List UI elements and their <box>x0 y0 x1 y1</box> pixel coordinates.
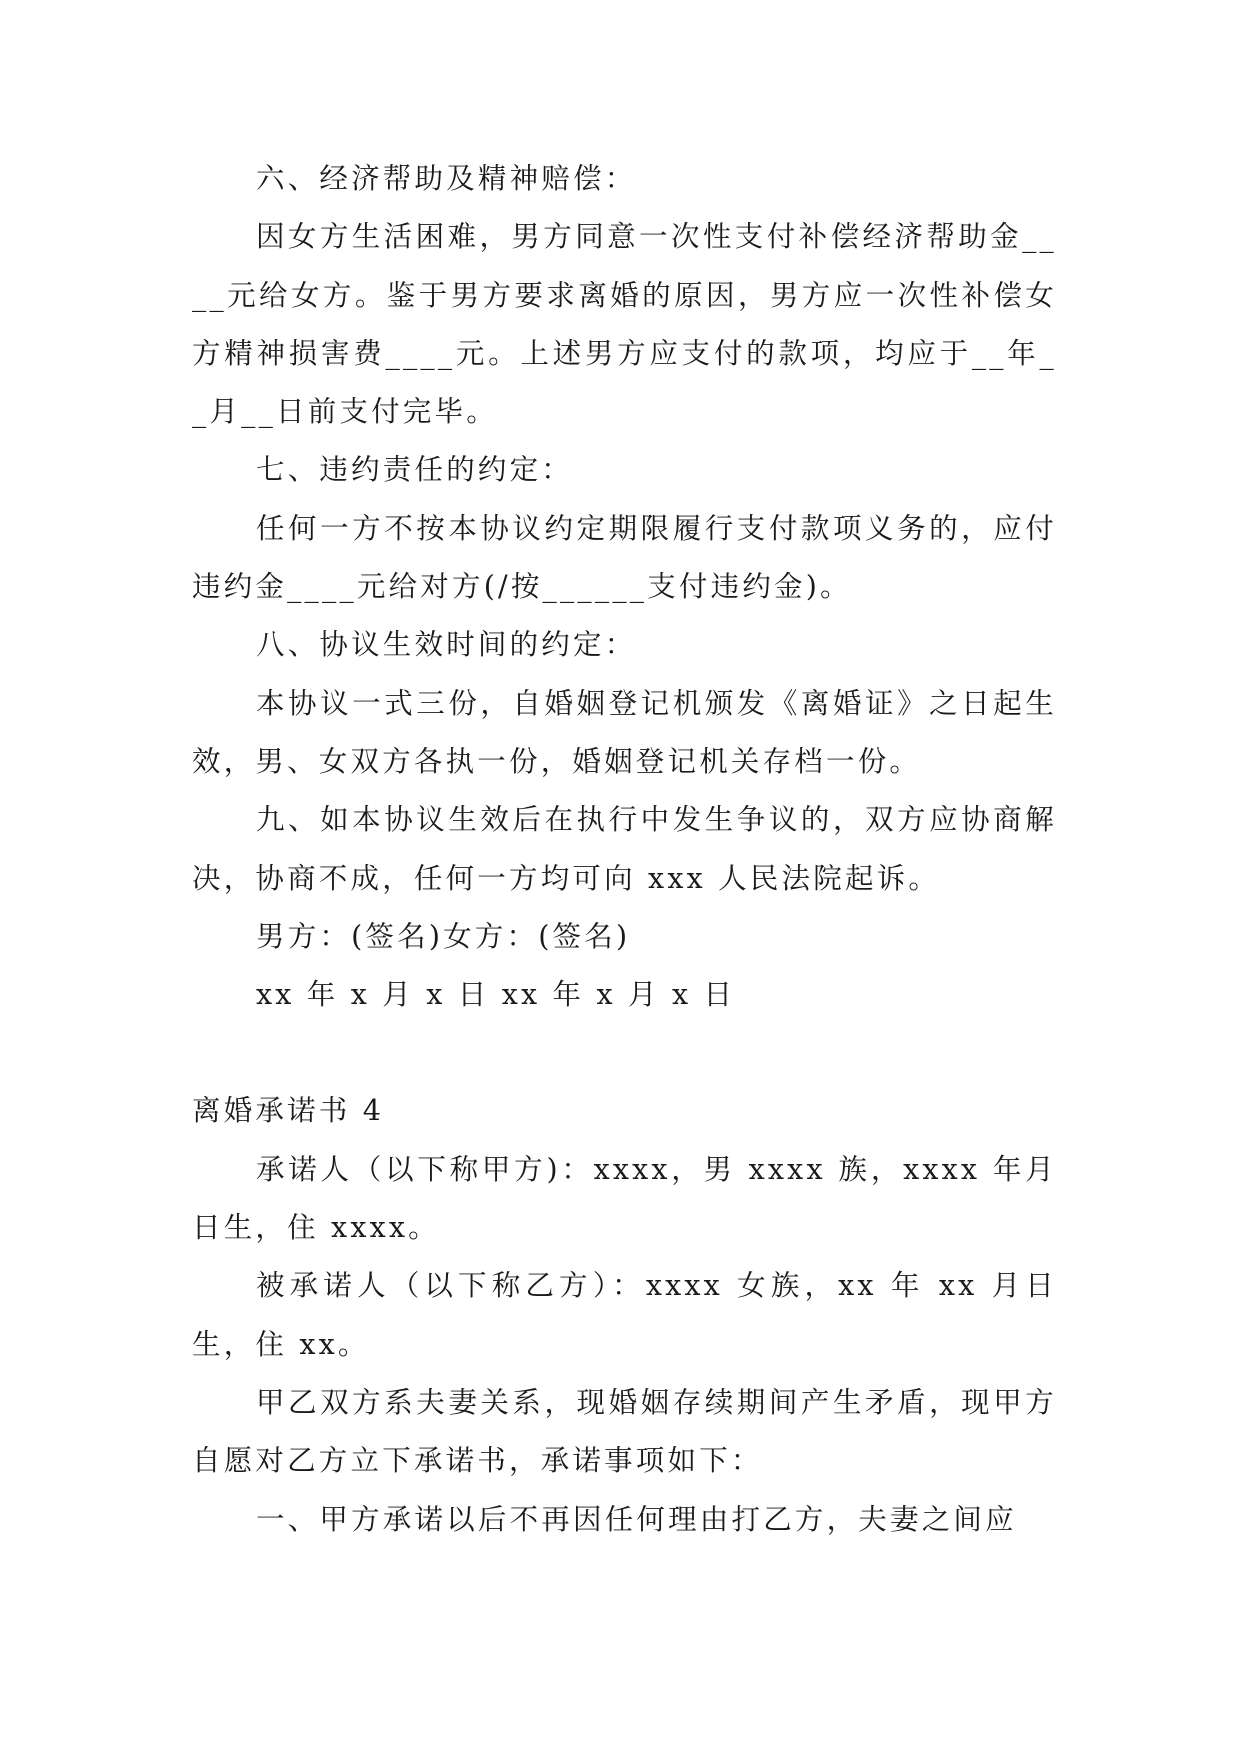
paragraph-financial-help: 因女方生活困难，男方同意一次性支付补偿经济帮助金____元给女方。鉴于男方要求离婚的原因，男方应一次性补偿女方精神损害费____元。上述男方应支付的款项，均应于__年__月__日前支付完毕。 <box>192 220 1057 429</box>
paragraph-relationship: 甲乙双方系夫妻关系，现婚姻存续期间产生矛盾，现甲方自愿对乙方立下承诺书，承诺事项如下： <box>192 1385 1057 1478</box>
section-heading-financial-help: 六、经济帮助及精神赔偿： <box>256 162 637 195</box>
paragraph-promisor: 承诺人（以下称甲方)：xxxx，男 xxxx 族，xxxx 年月日生，住 xxxx。 <box>192 1152 1057 1245</box>
paragraph-promise-one: 一、甲方承诺以后不再因任何理由打乙方，夫妻之间应 <box>256 1502 1017 1536</box>
section-gap <box>192 1024 1057 1082</box>
signature-line: 男方：(签名)女方：(签名) <box>256 919 631 953</box>
paragraph-breach: 任何一方不按本协议约定期限履行支付款项义务的，应付违约金____元给对方(/按______支付违约金)。 <box>192 511 1057 604</box>
date-line: xx 年 x 月 x 日 xx 年 x 月 x 日 <box>256 978 736 1012</box>
document-body <box>192 150 1057 1549</box>
section-heading-breach: 七、违约责任的约定： <box>256 453 574 487</box>
section-heading-effective-time: 八、协议生效时间的约定： <box>256 628 637 662</box>
paragraph-effective-time: 本协议一式三份，自婚姻登记机颁发《离婚证》之日起生效，男、女双方各执一份，婚姻登记机关存档一份。 <box>192 686 1057 778</box>
paragraph-dispute: 九、如本协议生效后在执行中发生争议的，双方应协商解决，协商不成，任何一方均可向 xxx 人民法院起诉。 <box>192 803 1057 895</box>
document-title: 离婚承诺书 4 <box>192 1094 385 1128</box>
paragraph-promisee: 被承诺人（以下称乙方）：xxxx 女族，xx 年 xx 月日生，住 xx。 <box>192 1269 1057 1361</box>
